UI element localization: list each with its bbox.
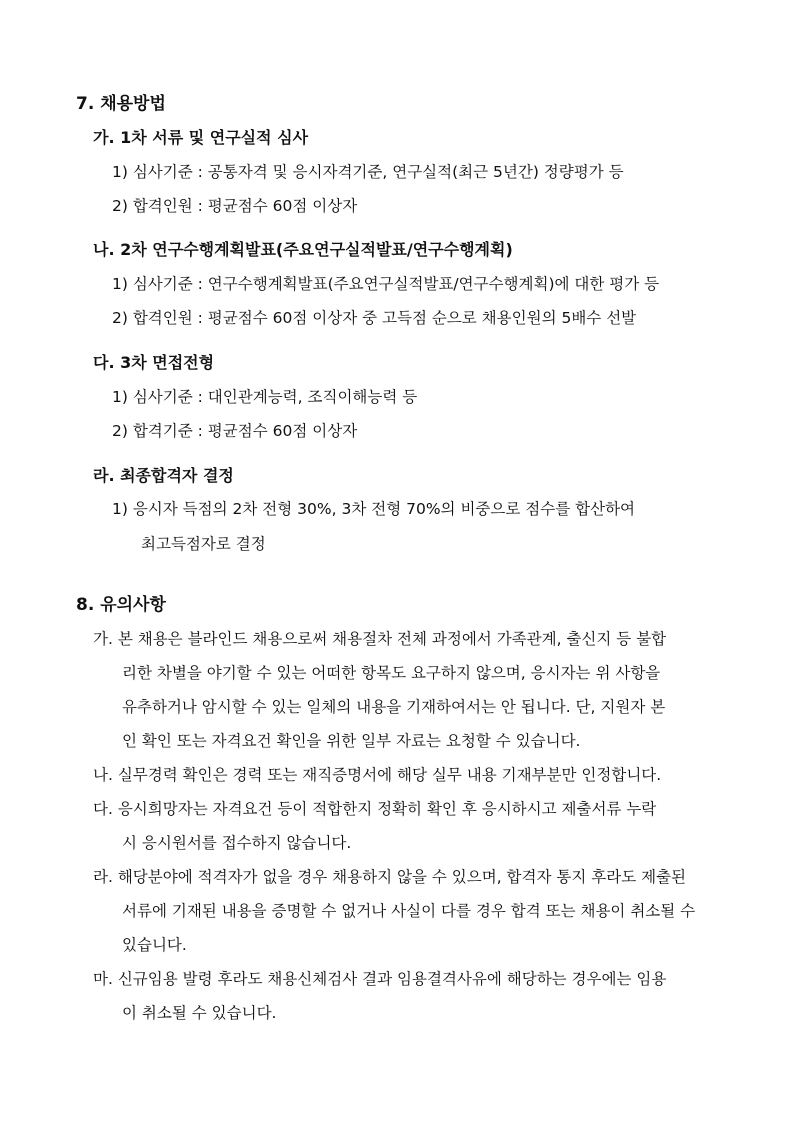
notice-line: 나. 실무경력 확인은 경력 또는 재직증명서에 해당 실무 내용 기재부분만 인정합니다.	[93, 766, 662, 784]
section-8-title: 8. 유의사항	[76, 595, 166, 615]
subsection-da-title: 다. 3차 면접전형	[93, 353, 215, 372]
list-item: 2) 합격기준 : 평균점수 60점 이상자	[112, 422, 358, 440]
section-7-title: 7. 채용방법	[76, 94, 166, 114]
notice-line: 리한 차별을 야기할 수 있는 어떠한 항목도 요구하지 않으며, 응시자는 위 사항을	[122, 664, 661, 682]
list-item: 1) 심사기준 : 대인관계능력, 조직이해능력 등	[112, 388, 418, 406]
notice-line: 다. 응시희망자는 자격요건 등이 적합한지 정확히 확인 후 응시하시고 제출서류 누락	[93, 800, 657, 818]
notice-line: 있습니다.	[122, 936, 187, 954]
notice-line: 시 응시원서를 접수하지 않습니다.	[122, 834, 352, 852]
notice-line: 유추하거나 암시할 수 있는 일체의 내용을 기재하여서는 안 됩니다. 단, 지원자 본	[122, 698, 666, 716]
list-item: 2) 합격인원 : 평균점수 60점 이상자	[112, 197, 358, 215]
notice-line: 라. 해당분야에 적격자가 없을 경우 채용하지 않을 수 있으며, 합격자 통지 후라도 제출된	[93, 868, 687, 886]
subsection-ga-title: 가. 1차 서류 및 연구실적 심사	[93, 128, 309, 147]
list-item: 2) 합격인원 : 평균점수 60점 이상자 중 고득점 순으로 채용인원의 5배수 선발	[112, 309, 637, 327]
notice-line: 인 확인 또는 자격요건 확인을 위한 일부 자료는 요청할 수 있습니다.	[122, 732, 581, 750]
list-item: 1) 심사기준 : 공통자격 및 응시자격기준, 연구실적(최근 5년간) 정량평가 등	[112, 163, 624, 181]
notice-line: 마. 신규임용 발령 후라도 채용신체검사 결과 임용결격사유에 해당하는 경우에는 임용	[93, 970, 667, 988]
notice-line: 가. 본 채용은 블라인드 채용으로써 채용절차 전체 과정에서 가족관계, 출신지 등 불합	[93, 630, 667, 648]
list-item-continuation: 최고득점자로 결정	[141, 535, 266, 553]
list-item: 1) 응시자 득점의 2차 전형 30%, 3차 전형 70%의 비중으로 점수를 합산하여	[112, 500, 636, 518]
list-item: 1) 심사기준 : 연구수행계획발표(주요연구실적발표/연구수행계획)에 대한 평가 등	[112, 275, 660, 293]
notice-line: 서류에 기재된 내용을 증명할 수 없거나 사실이 다를 경우 합격 또는 채용이 취소될 수	[122, 902, 696, 920]
subsection-na-title: 나. 2차 연구수행계획발표(주요연구실적발표/연구수행계획)	[93, 240, 513, 259]
subsection-ra-title: 라. 최종합격자 결정	[93, 466, 234, 485]
notice-line: 이 취소될 수 있습니다.	[122, 1004, 277, 1022]
